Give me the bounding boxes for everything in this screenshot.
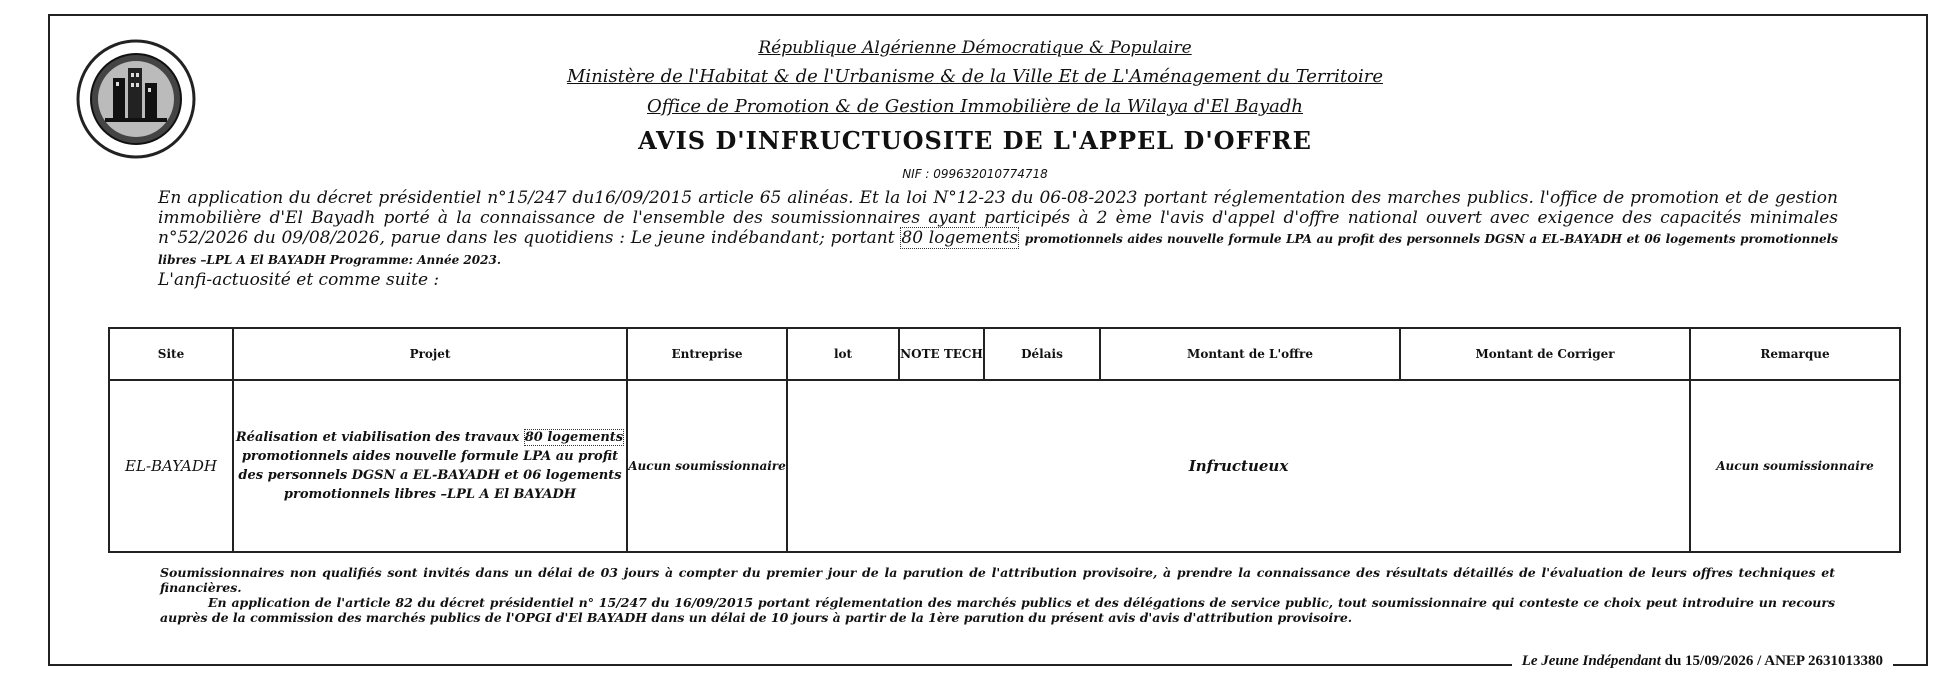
- table-row: [109, 380, 1900, 552]
- col-lot: lot: [787, 328, 899, 380]
- cell-projet: [233, 380, 627, 552]
- projet-text-a: Réalisation et viabilisation des travaux: [235, 430, 520, 445]
- projet-text-c: promotionnels aides nouvelle formule LPA au profit des personnels DGSN a EL-BAYADH et 06 logements promotionnels libres –LPL A El BAYADH: [238, 449, 622, 502]
- body-text-3: L'anfi-actuosité et comme suite :: [158, 270, 440, 290]
- col-site: Site: [109, 328, 233, 380]
- notice-title: AVIS D'INFRUCTUOSITE DE L'APPEL D'OFFRE: [638, 126, 1312, 155]
- col-montant-corriger: Montant de Corriger: [1400, 328, 1690, 380]
- notes-section: [160, 565, 1835, 625]
- col-entreprise: Entreprise: [627, 328, 787, 380]
- projet-boxed-logements: 80 logements: [524, 430, 624, 445]
- note-paragraph-2: En application de l'article 82 du décret présidentiel n° 15/247 du 16/09/2015 portant réglementation des marchés publics et des délégations de service public, tout soumissionnaire qui conteste ce choix peut introduire un recours auprès de la commission des marchés publics de l'OPGI d'El BAYADH dans un délai de 10 jours à partir de la 1ère parution du présent avis d'avis d'attribution provisoire.: [160, 595, 1835, 625]
- col-montant-offre: Montant de L'offre: [1100, 328, 1400, 380]
- cell-infructueux: Infructueux: [787, 380, 1690, 552]
- note-paragraph-1: Soumissionnaires non qualifiés sont invités dans un délai de 03 jours à compter du premier jour de la parution de l'attribution provisoire, à prendre la connaissance des résultats détaillés de l'évaluation de leurs offres techniques et financières.: [160, 565, 1835, 595]
- office-line: Office de Promotion & de Gestion Immobilière de la Wilaya d'El Bayadh: [647, 96, 1303, 117]
- col-remarque: Remarque: [1690, 328, 1900, 380]
- opgi-seal-logo: [75, 38, 197, 160]
- table-header-row: [109, 328, 1900, 380]
- body-text-2: promotionnels aides nouvelle formule LPA au profit des personnels DGSN a EL-BAYADH et 06 logements promotionnels libres –LPL A El BAYADH Programme: Année 2023.: [158, 232, 1838, 267]
- body-text-1: En application du décret présidentiel n°15/247 du16/09/2015 article 65 alinéas. Et la loi N°12-23 du 06-08-2023 portant réglementation des marches publics. l'office de promotion et de gestion immobilière d'El Bayadh porté à la connaissance de l'ensemble des soumissionnaires ayant participés à 2 ème l'avis d'appel d'offre national ouvert avec exigence des capacités minimales n°52/2026 du 09/08/2026, parue dans les quotidiens : Le jeune indébandant; portant: [158, 188, 1838, 248]
- publication-footer: [1512, 653, 1893, 670]
- col-delais: Délais: [984, 328, 1100, 380]
- newspaper-name: Le Jeune Indépendant: [1521, 653, 1661, 669]
- col-projet: Projet: [233, 328, 627, 380]
- cell-site: EL-BAYADH: [109, 380, 233, 552]
- republic-line: République Algérienne Démocratique & Populaire: [758, 38, 1192, 58]
- boxed-logements: 80 logements: [901, 228, 1019, 248]
- cell-entreprise: Aucun soumissionnaire: [627, 380, 787, 552]
- publication-ref: du 15/09/2026 / ANEP 2631013380: [1660, 653, 1883, 669]
- cell-remarque: Aucun soumissionnaire: [1690, 380, 1900, 552]
- ministry-line: Ministère de l'Habitat & de l'Urbanisme & de la Ville Et de L'Aménagement du Territoire: [567, 66, 1383, 87]
- col-note-tech: NOTE TECH: [899, 328, 984, 380]
- results-table: [108, 327, 1901, 553]
- notice-body-paragraph: [158, 188, 1838, 290]
- nif-number: NIF : 099632010774718: [902, 167, 1048, 181]
